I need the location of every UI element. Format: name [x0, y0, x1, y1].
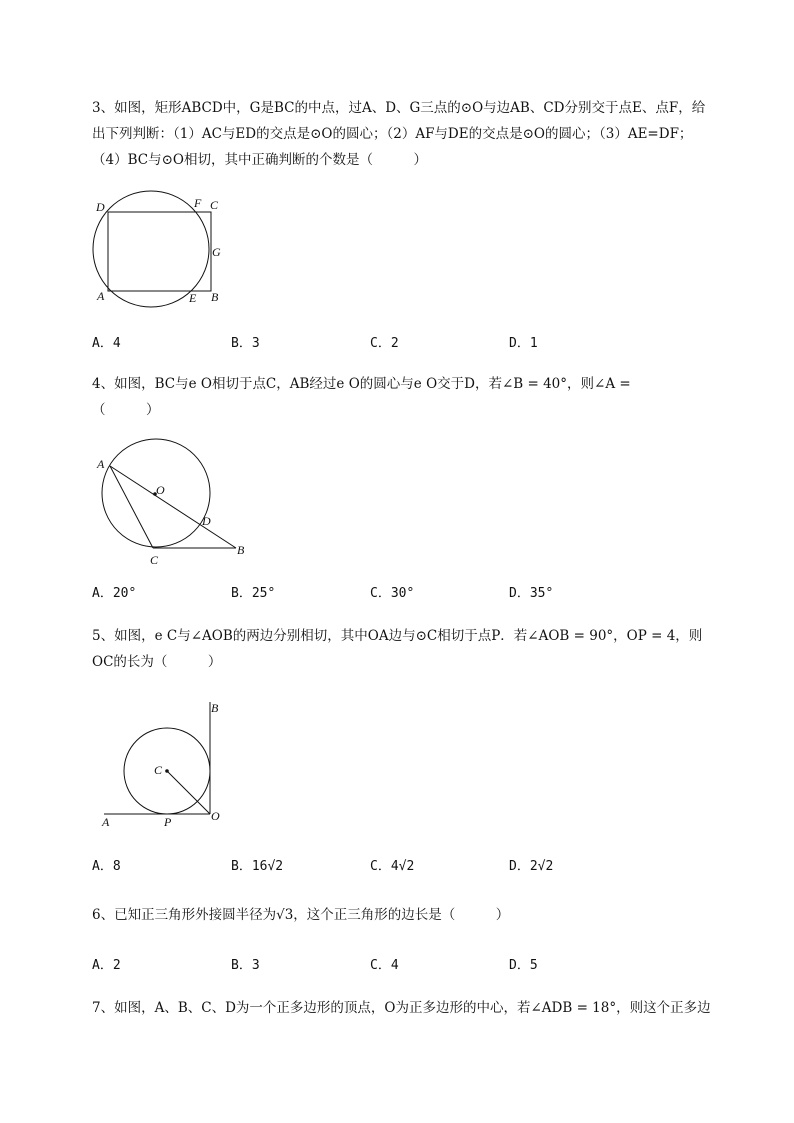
label-c: C [210, 198, 219, 212]
question-5-figure [98, 698, 228, 830]
question-4-option-c[interactable]: C．30° [370, 586, 415, 601]
question-3-option-b[interactable]: B．3 [231, 336, 260, 351]
label-c: C [154, 763, 163, 777]
label-b: B [211, 701, 219, 715]
question-3-option-d[interactable]: D．1 [509, 336, 538, 351]
question-5-line-1: 5、如图，e C与∠AOB的两边分别相切，其中OA边与⊙C相切于点P．若∠AOB = 90°，OP = 4，则 [92, 628, 703, 644]
question-4-option-d[interactable]: D．35° [509, 586, 554, 601]
question-3-line-2: 出下列判断：（1）AC与ED的交点是⊙O的圆心；（2）AF与DE的交点是⊙O的圆心；（3）AE=DF； [92, 126, 693, 142]
label-f: F [194, 196, 202, 210]
question-6-line-1: 6、已知正三角形外接圆半径为√3，这个正三角形的边长是（ ） [92, 907, 510, 923]
question-3-option-c[interactable]: C．2 [370, 336, 399, 351]
question-4-line-2: （ ） [92, 402, 160, 418]
question-5-option-a[interactable]: A．8 [92, 859, 121, 874]
question-5-option-c[interactable]: C．4√2 [370, 859, 415, 874]
question-6-option-c[interactable]: C．4 [370, 958, 399, 973]
label-e: E [189, 291, 197, 305]
question-7-line-1: 7、如图，A、B、C、D为一个正多边形的顶点，O为正多边形的中心，若∠ADB = 18°，则这个正多边 [92, 1000, 711, 1016]
segment-co [167, 771, 210, 814]
label-a: A [97, 289, 105, 303]
question-3-option-a[interactable]: A．4 [92, 336, 121, 351]
question-4-line-1: 4、如图，BC与e O相切于点C，AB经过e O的圆心与e O交于D，若∠B = 40°，则∠A = [92, 376, 631, 392]
question-4-option-b[interactable]: B．25° [231, 586, 276, 601]
label-b: B [211, 290, 219, 304]
question-5-option-d[interactable]: D．2√2 [509, 859, 554, 874]
question-6-option-b[interactable]: B．3 [231, 958, 260, 973]
question-4-option-a[interactable]: A．20° [92, 586, 137, 601]
center-point-c [165, 769, 169, 773]
segment-ac [110, 466, 153, 548]
label-d: D [96, 200, 105, 214]
question-3-figure [88, 192, 238, 310]
label-d: D [202, 514, 211, 528]
rectangle-abcd [108, 212, 211, 291]
circle-o [93, 191, 209, 307]
question-5-line-2: OC的长为（ ） [92, 654, 222, 670]
label-g: G [212, 245, 221, 259]
label-c: C [150, 553, 159, 567]
question-5-option-b[interactable]: B．16√2 [231, 859, 284, 874]
label-a: A [97, 457, 105, 471]
segment-ab [110, 466, 236, 548]
question-4-figure [92, 444, 252, 570]
label-a: A [102, 815, 110, 829]
question-3-line-3: （4）BC与⊙O相切，其中正确判断的个数是（ ） [92, 152, 427, 168]
label-o: O [211, 809, 220, 823]
question-3-line-1: 3、如图，矩形ABCD中，G是BC的中点，过A、D、G三点的⊙O与边AB、CD分别交于点E、点F，给 [92, 100, 706, 116]
question-6-option-a[interactable]: A．2 [92, 958, 121, 973]
label-p: P [164, 815, 172, 829]
label-b: B [237, 543, 245, 557]
question-6-option-d[interactable]: D．5 [509, 958, 538, 973]
label-o: O [156, 483, 165, 497]
